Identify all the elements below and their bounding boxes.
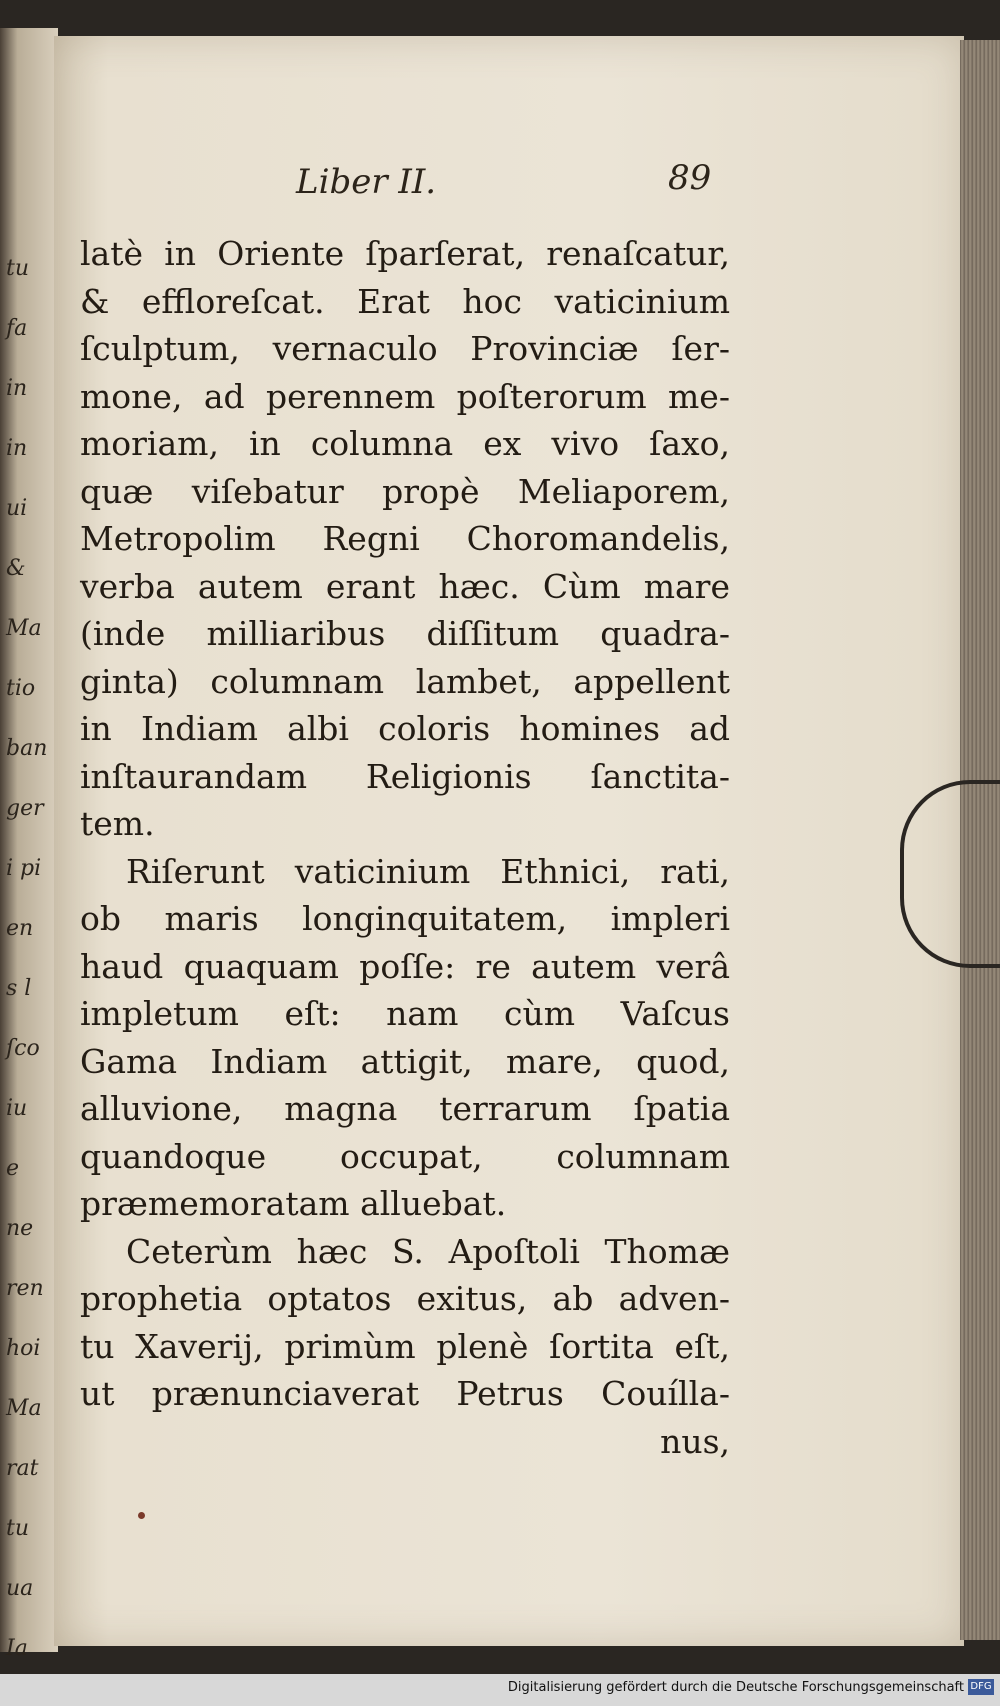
previous-page-fragment: ne bbox=[6, 1216, 34, 1241]
previous-page-fragment: tu bbox=[6, 1516, 30, 1541]
text-line: ut prænunciaverat Petrus Couílla- bbox=[80, 1374, 730, 1413]
text-line: in Indiam albi coloris homines ad bbox=[80, 709, 730, 748]
previous-page-fragment: ren bbox=[6, 1276, 44, 1301]
previous-page-fragment: tio bbox=[6, 676, 36, 701]
text-line: alluvione, magna terrarum ſpatia bbox=[80, 1089, 730, 1128]
text-line: mone, ad perennem poſterorum me- bbox=[80, 376, 730, 416]
text-line: tu Xaverij, primùm plenè ſortita eſt, bbox=[80, 1326, 730, 1366]
previous-page-fragment: ger bbox=[6, 796, 44, 821]
previous-page-fragment: en bbox=[6, 916, 34, 941]
text-line: inſtaurandam Religionis ſanctita- bbox=[80, 756, 730, 796]
text-line: haud quaquam poſſe: re autem verâ bbox=[80, 946, 730, 986]
text-line: quandoque occupat, columnam bbox=[80, 1136, 730, 1176]
catchword: nus, bbox=[660, 1421, 730, 1461]
text-line: (inde milliaribus diſſitum quadra- bbox=[80, 614, 730, 653]
text-line: ginta) columnam lambet, appellent bbox=[80, 661, 730, 701]
previous-page-fragment: hoi bbox=[6, 1336, 41, 1361]
previous-page-fragment: Ma bbox=[6, 616, 42, 641]
previous-page-fragment: i pi bbox=[6, 856, 42, 881]
dfg-logo: DFG bbox=[968, 1679, 994, 1695]
text-line: Metropolim Regni Choromandelis, bbox=[80, 519, 730, 558]
previous-page-fragment: s l bbox=[6, 976, 32, 1001]
previous-page-fragment: & bbox=[6, 556, 26, 581]
previous-page-fragment: Ma bbox=[6, 1396, 42, 1421]
text-line: ob maris longinquitatem, impleri bbox=[80, 899, 730, 938]
text-line: Riſerunt vaticinium Ethnici, rati, bbox=[126, 851, 730, 891]
text-line: ſculptum, vernaculo Provinciæ ſer- bbox=[80, 329, 730, 368]
book-clasp bbox=[900, 780, 1000, 968]
previous-page-fragment: e bbox=[6, 1156, 20, 1181]
previous-page-fragment: ua bbox=[6, 1576, 34, 1601]
text-line: prophetia optatos exitus, ab adven- bbox=[80, 1279, 730, 1318]
previous-page-edge bbox=[0, 28, 58, 1661]
text-line: moriam, in columna ex vivo ſaxo, bbox=[80, 424, 730, 463]
ink-spot bbox=[138, 1512, 145, 1519]
text-line: latè in Oriente ſparſerat, renaſcatur, bbox=[80, 234, 730, 273]
previous-page-fragment: rat bbox=[6, 1456, 39, 1481]
text-line: Gama Indiam attigit, mare, quod, bbox=[80, 1041, 730, 1081]
previous-page-fragment: in bbox=[6, 436, 28, 461]
previous-page-fragment: iu bbox=[6, 1096, 28, 1121]
text-line: præmemoratam alluebat. bbox=[80, 1184, 507, 1223]
page-number: 89 bbox=[668, 158, 712, 198]
footer-credit: Digitalisierung gefördert durch die Deutsche Forschungsgemeinschaft bbox=[507, 1680, 964, 1695]
previous-page-fragment: tu bbox=[6, 256, 30, 281]
text-line: quæ viſebatur propè Meliaporem, bbox=[80, 471, 730, 511]
text-line: verba autem erant hæc. Cùm mare bbox=[80, 566, 730, 606]
text-line: tem. bbox=[80, 804, 155, 843]
body-text bbox=[80, 230, 730, 1465]
previous-page-fragment: Ia bbox=[6, 1636, 28, 1661]
text-line: impletum eſt: nam cùm Vaſcus bbox=[80, 994, 730, 1033]
previous-page-fragment: in bbox=[6, 376, 28, 401]
running-head: Liber II. bbox=[296, 162, 437, 202]
text-line: Ceterùm hæc S. Apoſtoli Thomæ bbox=[126, 1231, 730, 1271]
previous-page-fragment: ban bbox=[6, 736, 48, 761]
previous-page-fragment: ſco bbox=[6, 1036, 40, 1061]
previous-page-fragment: fa bbox=[6, 316, 28, 341]
text-line: & effloreſcat. Erat hoc vaticinium bbox=[80, 281, 730, 321]
previous-page-fragment: ui bbox=[6, 496, 28, 521]
